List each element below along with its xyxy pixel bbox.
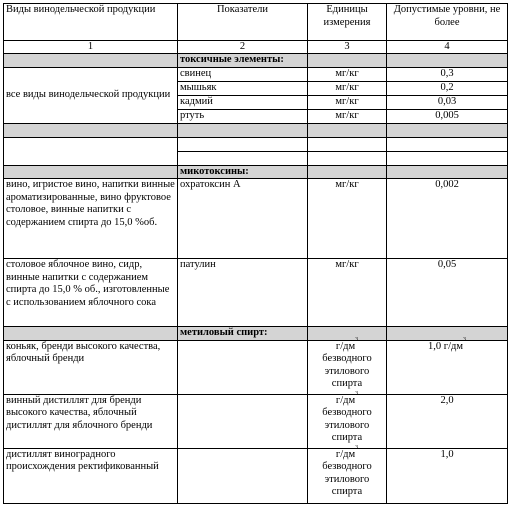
header-unit: Единицы измерения: [308, 4, 387, 41]
product-cell: столовое яблочное вино, сидр, винные напитки с содержанием спирта до 15,0 % об., изготовленные с использованием яблочного сока: [4, 259, 178, 327]
section-row-toxic: [4, 54, 508, 68]
indicator-cell: охратоксин А: [178, 179, 308, 259]
section-row-methyl: [4, 327, 508, 341]
product-cell: коньяк, бренди высокого качества, яблочный бренди: [4, 340, 178, 394]
unit-cell: мг/кг: [308, 81, 387, 95]
header-product-type: Виды винодельческой продукции: [4, 4, 178, 41]
unit-cell: мг/кг: [308, 95, 387, 109]
section-toxic-title: токсичные элементы:: [178, 54, 308, 68]
table-row: [4, 448, 508, 503]
unit-cell: мг/кг: [308, 259, 387, 327]
regulation-table: [3, 3, 508, 504]
level-cell: 0,03: [387, 95, 508, 109]
column-number-row: [4, 41, 508, 54]
product-cell: вино, игристое вино, напитки винные ароматизированные, вино фруктовое столовое, винные напитки с содержанием спирта до 15,0 %об.: [4, 179, 178, 259]
table-row: [4, 394, 508, 448]
column-number-4: 4: [387, 41, 508, 54]
indicator-cell: мышьяк: [178, 81, 308, 95]
product-cell: дистиллят виноградного происхождения ректификованный: [4, 448, 178, 503]
table-row: [4, 67, 508, 81]
level-cell: 0,3: [387, 67, 508, 81]
gray-divider-row: [4, 123, 508, 137]
level-cell: 0,05: [387, 259, 508, 327]
section-myco-title: микотоксины:: [178, 165, 308, 179]
column-number-2: 2: [178, 41, 308, 54]
level-cell: 1,0 $г/дм^3$: [387, 340, 508, 394]
indicator-cell: кадмий: [178, 95, 308, 109]
unit-cell: $г/дм^3$ безводного этилового спирта: [308, 448, 387, 503]
table-row: [4, 179, 508, 259]
level-cell: 0,005: [387, 109, 508, 123]
product-cell: винный дистиллят для бренди высокого качества, яблочный дистиллят для яблочного бренди: [4, 394, 178, 448]
table-row: [4, 340, 508, 394]
product-all-wine: все виды винодельческой продукции: [4, 67, 178, 123]
section-row-myco: [4, 165, 508, 179]
level-cell: 0,2: [387, 81, 508, 95]
header-indicator: Показатели: [178, 4, 308, 41]
unit-cell: мг/кг: [308, 67, 387, 81]
section-methyl-title: метиловый спирт:: [178, 327, 308, 341]
column-number-3: 3: [308, 41, 387, 54]
unit-cell: мг/кг: [308, 109, 387, 123]
unit-cell: $г/дм^3$ безводного этилового спирта: [308, 340, 387, 394]
level-cell: 2,0: [387, 394, 508, 448]
level-cell: 1,0: [387, 448, 508, 503]
column-number-1: 1: [4, 41, 178, 54]
header-row: [4, 4, 508, 41]
header-allowed-level: Допустимые уровни, не более: [387, 4, 508, 41]
level-cell: 0,002: [387, 179, 508, 259]
indicator-cell: патулин: [178, 259, 308, 327]
table-row: [4, 259, 508, 327]
indicator-cell: ртуть: [178, 109, 308, 123]
indicator-cell: свинец: [178, 67, 308, 81]
unit-cell: мг/кг: [308, 179, 387, 259]
empty-row: [4, 137, 508, 151]
unit-cell: $г/дм^3$ безводного этилового спирта: [308, 394, 387, 448]
